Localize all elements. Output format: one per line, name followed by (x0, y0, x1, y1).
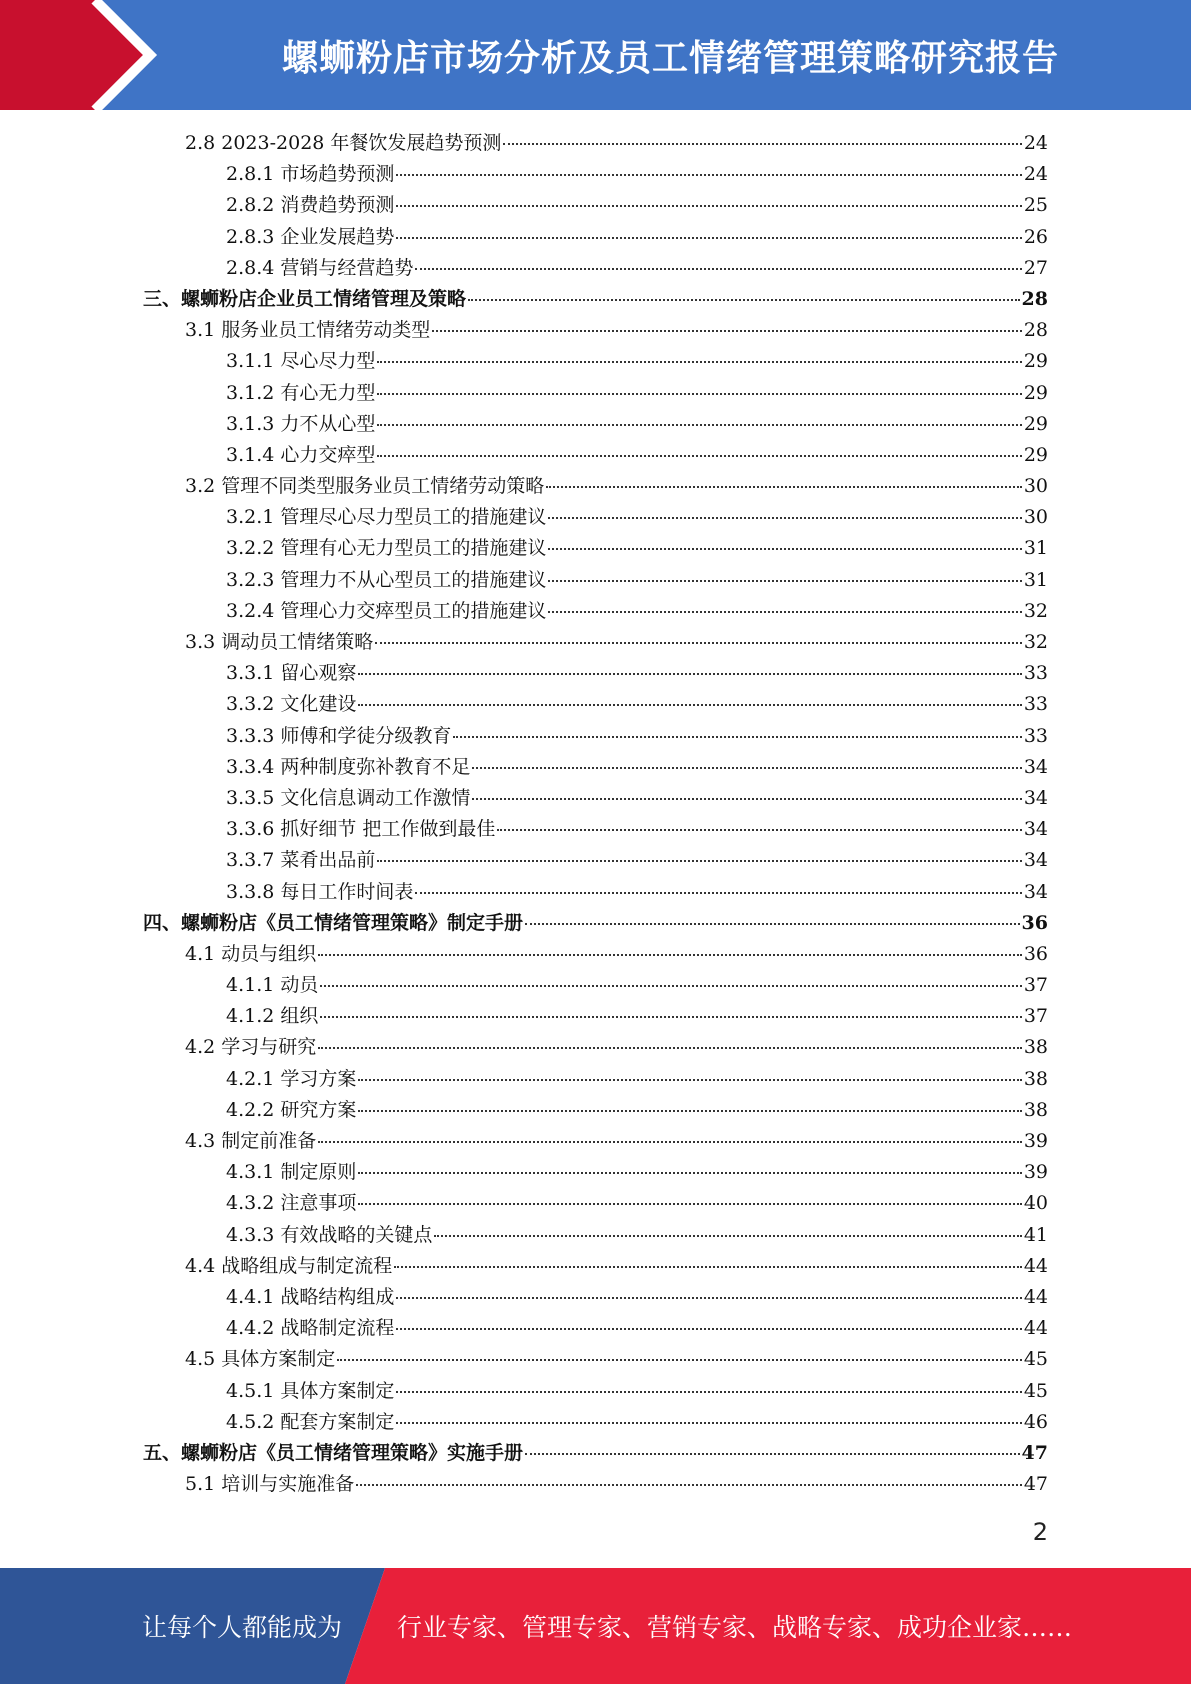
toc-dot-leader (318, 954, 1022, 956)
toc-entry[interactable] (143, 409, 1048, 440)
toc-entry-label: 4.1.2 组织 (226, 1005, 319, 1028)
toc-entry-page: 46 (1023, 1410, 1048, 1433)
toc-entry[interactable] (143, 1282, 1048, 1313)
toc-dot-leader (546, 486, 1022, 488)
toc-entry-page: 44 (1023, 1317, 1048, 1340)
toc-dot-leader (396, 205, 1021, 207)
toc-entry-label: 3.2.3 管理力不从心型员工的措施建议 (226, 568, 547, 591)
toc-entry-label: 3.2.2 管理有心无力型员工的措施建议 (226, 537, 547, 560)
toc-entry-page: 34 (1023, 818, 1048, 841)
toc-dot-leader (320, 985, 1021, 987)
toc-entry-page: 38 (1023, 1067, 1048, 1090)
toc-entry-label: 4.4 战略组成与制定流程 (185, 1254, 393, 1277)
toc-dot-leader (318, 1141, 1022, 1143)
toc-entry[interactable] (143, 877, 1048, 908)
toc-entry-label: 四、螺蛳粉店《员工情绪管理策略》制定手册 (143, 911, 524, 934)
toc-dot-leader (377, 455, 1021, 457)
toc-dot-leader (468, 299, 1020, 301)
toc-entry-label: 2.8 2023-2028 年餐饮发展趋势预测 (185, 132, 502, 154)
toc-entry-page: 24 (1023, 163, 1048, 186)
toc-entry-label: 3.1 服务业员工情绪劳动类型 (185, 319, 431, 342)
toc-entry-label: 4.1.1 动员 (226, 974, 319, 997)
page-number: 2 (1032, 1518, 1048, 1546)
toc-entry-page: 27 (1023, 256, 1048, 279)
toc-entry-label: 2.8.1 市场趋势预测 (226, 163, 395, 186)
toc-entry-label: 4.3.1 制定原则 (226, 1161, 357, 1184)
toc-entry-page: 36 (1021, 911, 1048, 934)
toc-dot-leader (358, 1079, 1021, 1081)
toc-dot-leader (472, 767, 1021, 769)
report-title: 螺蛳粉店市场分析及员工情绪管理策略研究报告 (281, 38, 1059, 79)
toc-entry[interactable] (143, 1469, 1048, 1500)
toc-entry-page: 41 (1023, 1223, 1048, 1246)
toc-entry-page: 47 (1023, 1473, 1048, 1496)
toc-entry-label: 五、螺蛳粉店《员工情绪管理策略》实施手册 (143, 1441, 524, 1464)
toc-entry-label: 4.5.1 具体方案制定 (226, 1379, 395, 1402)
toc-entry[interactable] (143, 1188, 1048, 1219)
toc-entry-page: 40 (1023, 1192, 1048, 1215)
toc-entry[interactable] (143, 1126, 1048, 1157)
toc-entry-label: 4.2.1 学习方案 (226, 1067, 357, 1090)
toc-entry[interactable] (143, 222, 1048, 253)
toc-entry[interactable] (143, 533, 1048, 564)
toc-entry-page: 38 (1023, 1036, 1048, 1059)
toc-entry-page: 30 (1023, 475, 1048, 498)
toc-entry[interactable] (143, 159, 1048, 190)
toc-dot-leader (396, 1297, 1021, 1299)
page-footer (0, 1568, 1191, 1684)
toc-entry[interactable] (143, 471, 1048, 502)
toc-entry-page: 29 (1023, 381, 1048, 404)
toc-dot-leader (396, 1422, 1021, 1424)
toc-entry-page: 45 (1023, 1379, 1048, 1402)
toc-entry[interactable] (143, 721, 1048, 752)
toc-dot-leader (525, 1453, 1020, 1455)
toc-entry[interactable] (143, 440, 1048, 471)
toc-entry[interactable] (143, 970, 1048, 1001)
toc-entry-page: 47 (1021, 1441, 1048, 1464)
toc-dot-leader (356, 1484, 1022, 1486)
toc-entry-label: 3.1.2 有心无力型 (226, 381, 376, 404)
toc-entry-label: 4.3.2 注意事项 (226, 1192, 357, 1215)
toc-dot-leader (358, 673, 1021, 675)
toc-entry-page: 32 (1023, 631, 1048, 653)
toc-entry-label: 4.1 动员与组织 (185, 942, 317, 965)
toc-entry-page: 29 (1023, 443, 1048, 466)
toc-entry[interactable] (143, 502, 1048, 533)
toc-entry-page: 33 (1023, 724, 1048, 747)
toc-entry-page: 33 (1023, 662, 1048, 685)
toc-entry-label: 4.5.2 配套方案制定 (226, 1410, 395, 1433)
toc-entry-page: 30 (1023, 506, 1048, 529)
toc-dot-leader (337, 1359, 1022, 1361)
toc-entry[interactable] (143, 253, 1048, 284)
toc-entry-label: 3.3.6 抓好细节 把工作做到最佳 (226, 818, 496, 841)
toc-dot-leader (525, 923, 1020, 925)
toc-entry-label: 4.2 学习与研究 (185, 1036, 317, 1059)
toc-entry-page: 34 (1023, 755, 1048, 778)
toc-entry[interactable] (143, 1032, 1048, 1063)
toc-dot-leader (503, 143, 1021, 145)
toc-dot-leader (396, 174, 1021, 176)
toc-entry-page: 39 (1023, 1130, 1048, 1152)
toc-entry-label: 3.1.1 尽心尽力型 (226, 350, 376, 373)
toc-dot-leader (358, 704, 1021, 706)
page-header (0, 0, 1191, 110)
toc-entry-page: 33 (1023, 693, 1048, 716)
toc-dot-leader (318, 1047, 1022, 1049)
toc-entry-label: 3.3.4 两种制度弥补教育不足 (226, 755, 471, 778)
toc-dot-leader (358, 1172, 1021, 1174)
toc-entry-label: 4.5 具体方案制定 (185, 1348, 336, 1371)
toc-entry-label: 3.3.1 留心观察 (226, 662, 357, 685)
toc-entry[interactable] (143, 1251, 1048, 1282)
toc-entry-label: 3.2.1 管理尽心尽力型员工的措施建议 (226, 506, 547, 529)
toc-entry[interactable] (143, 1313, 1048, 1344)
toc-dot-leader (358, 1110, 1021, 1112)
toc-dot-leader (377, 393, 1021, 395)
toc-dot-leader (396, 1328, 1021, 1330)
toc-entry[interactable] (143, 814, 1048, 845)
toc-entry-label: 4.2.2 研究方案 (226, 1098, 357, 1121)
toc-entry-page: 29 (1023, 412, 1048, 435)
toc-entry[interactable] (143, 565, 1048, 596)
toc-entry[interactable] (143, 1344, 1048, 1375)
toc-entry[interactable] (143, 1095, 1048, 1126)
toc-entry[interactable] (143, 939, 1048, 970)
toc-entry-label: 3.2 管理不同类型服务业员工情绪劳动策略 (185, 475, 545, 498)
toc-entry-page: 37 (1023, 1005, 1048, 1028)
footer-slogan-right: 行业专家、管理专家、营销专家、战略专家、成功企业家…… (397, 1613, 1073, 1642)
toc-dot-leader (472, 798, 1021, 800)
toc-dot-leader (415, 268, 1021, 270)
toc-entry-page: 36 (1023, 942, 1048, 965)
toc-dot-leader (396, 1391, 1021, 1393)
toc-dot-leader (320, 1016, 1021, 1018)
toc-entry-label: 4.3 制定前准备 (185, 1130, 317, 1152)
toc-entry[interactable] (143, 596, 1048, 627)
toc-dot-leader (548, 517, 1021, 519)
table-of-contents (143, 128, 1048, 1500)
toc-entry-page: 28 (1021, 287, 1048, 310)
toc-dot-leader (377, 860, 1021, 862)
toc-entry[interactable] (143, 627, 1048, 658)
toc-entry[interactable] (143, 1438, 1048, 1469)
toc-entry-page: 24 (1023, 132, 1048, 154)
toc-dot-leader (396, 237, 1021, 239)
toc-entry-page: 37 (1023, 974, 1048, 997)
toc-entry[interactable] (143, 658, 1048, 689)
toc-entry[interactable] (143, 378, 1048, 409)
toc-dot-leader (434, 1235, 1021, 1237)
toc-dot-leader (432, 330, 1022, 332)
toc-dot-leader (394, 1266, 1022, 1268)
toc-entry-label: 3.1.4 心力交瘁型 (226, 443, 376, 466)
toc-dot-leader (453, 736, 1021, 738)
toc-entry-label: 3.3.2 文化建设 (226, 693, 357, 716)
toc-entry-label: 3.3.8 每日工作时间表 (226, 880, 414, 903)
toc-dot-leader (497, 829, 1021, 831)
toc-dot-leader (415, 892, 1021, 894)
toc-entry[interactable] (143, 689, 1048, 720)
toc-dot-leader (377, 424, 1021, 426)
toc-entry-page: 31 (1023, 537, 1048, 560)
toc-entry[interactable] (143, 190, 1048, 221)
toc-entry-page: 29 (1023, 350, 1048, 373)
toc-entry-label: 2.8.4 营销与经营趋势 (226, 256, 414, 279)
toc-entry[interactable] (143, 783, 1048, 814)
toc-entry[interactable] (143, 284, 1048, 315)
toc-entry[interactable] (143, 1001, 1048, 1032)
toc-entry[interactable] (143, 1064, 1048, 1095)
toc-entry-page: 25 (1023, 194, 1048, 217)
toc-dot-leader (548, 611, 1021, 613)
toc-entry-label: 4.4.2 战略制定流程 (226, 1317, 395, 1340)
toc-entry-label: 3.3.5 文化信息调动工作激情 (226, 786, 471, 809)
toc-entry-page: 39 (1023, 1161, 1048, 1184)
toc-entry-label: 4.3.3 有效战略的关键点 (226, 1223, 433, 1246)
toc-entry-page: 26 (1023, 225, 1048, 248)
toc-entry-label: 三、螺蛳粉店企业员工情绪管理及策略 (143, 287, 467, 310)
toc-entry[interactable] (143, 315, 1048, 346)
toc-entry-label: 3.1.3 力不从心型 (226, 412, 376, 435)
toc-entry[interactable] (143, 1220, 1048, 1251)
toc-entry[interactable] (143, 346, 1048, 377)
toc-entry[interactable] (143, 1376, 1048, 1407)
toc-entry-page: 44 (1023, 1285, 1048, 1308)
toc-entry[interactable] (143, 1157, 1048, 1188)
toc-entry[interactable] (143, 845, 1048, 876)
toc-entry-label: 3.2.4 管理心力交瘁型员工的措施建议 (226, 599, 547, 622)
toc-entry-label: 2.8.3 企业发展趋势 (226, 225, 395, 248)
toc-entry-label: 3.3.7 菜肴出品前 (226, 849, 376, 872)
toc-entry-label: 3.3 调动员工情绪策略 (185, 631, 374, 653)
toc-entry-page: 38 (1023, 1098, 1048, 1121)
toc-entry-label: 4.4.1 战略结构组成 (226, 1285, 395, 1308)
toc-entry[interactable] (143, 752, 1048, 783)
toc-entry[interactable] (143, 908, 1048, 939)
toc-entry-page: 28 (1023, 319, 1048, 342)
toc-dot-leader (548, 580, 1021, 582)
toc-entry-page: 44 (1023, 1254, 1048, 1277)
toc-entry-label: 3.3.3 师傅和学徒分级教育 (226, 724, 452, 747)
toc-dot-leader (358, 1203, 1021, 1205)
toc-entry-page: 31 (1023, 568, 1048, 591)
toc-entry[interactable] (143, 1407, 1048, 1438)
toc-entry-page: 45 (1023, 1348, 1048, 1371)
toc-dot-leader (375, 642, 1022, 644)
toc-entry-page: 34 (1023, 849, 1048, 872)
toc-dot-leader (377, 361, 1021, 363)
toc-dot-leader (548, 548, 1021, 550)
toc-entry-label: 5.1 培训与实施准备 (185, 1473, 355, 1496)
toc-entry-page: 34 (1023, 880, 1048, 903)
toc-entry[interactable] (143, 128, 1048, 159)
toc-entry-page: 34 (1023, 786, 1048, 809)
footer-slogan-left: 让每个人都能成为 (142, 1613, 343, 1642)
toc-entry-page: 32 (1023, 599, 1048, 622)
toc-entry-label: 2.8.2 消费趋势预测 (226, 194, 395, 217)
